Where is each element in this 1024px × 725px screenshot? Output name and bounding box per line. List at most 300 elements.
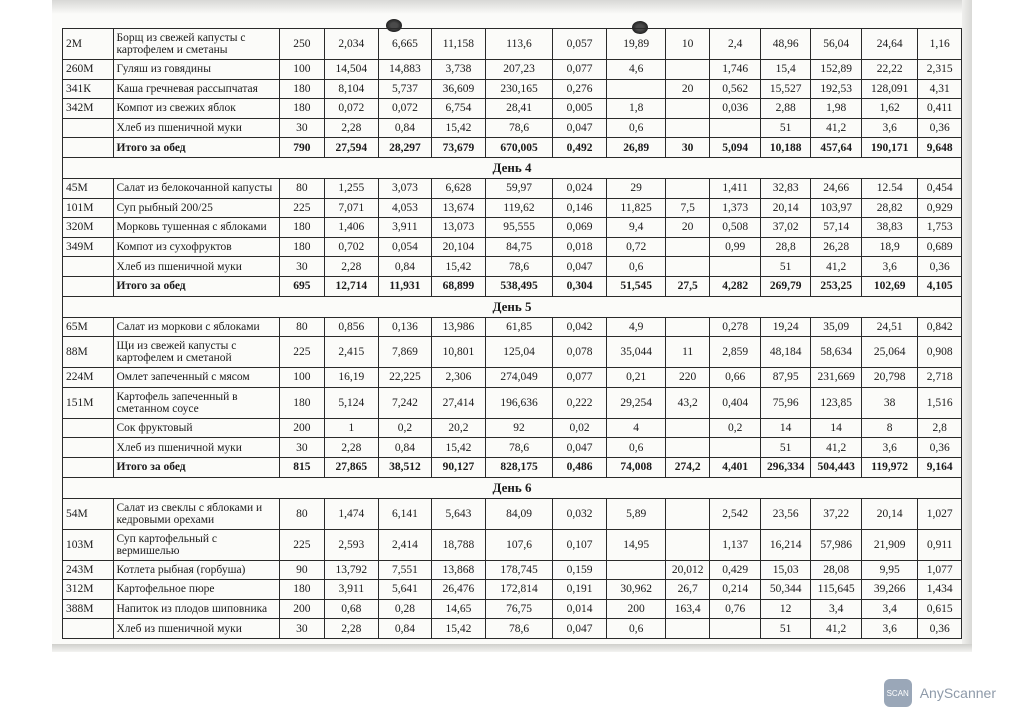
- value-cell: 90: [280, 560, 324, 580]
- value-cell: 172,814: [486, 580, 553, 600]
- dish-name: Суп картофельный с вермишелью: [113, 529, 280, 560]
- value-cell: 9,648: [918, 138, 962, 158]
- table-row: [63, 257, 962, 277]
- value-cell: 15,42: [431, 438, 486, 458]
- value-cell: 220: [665, 368, 709, 388]
- value-cell: 0,069: [552, 218, 607, 238]
- value-cell: 9,164: [918, 457, 962, 477]
- value-cell: 51: [760, 257, 811, 277]
- page-bottom-edge: [52, 644, 972, 652]
- value-cell: 0,077: [552, 368, 607, 388]
- value-cell: 84,75: [486, 237, 553, 257]
- value-cell: 41,2: [811, 118, 862, 138]
- value-cell: 180: [280, 387, 324, 418]
- value-cell: 0,404: [710, 387, 761, 418]
- value-cell: 14,95: [607, 529, 666, 560]
- value-cell: 0,84: [379, 118, 432, 138]
- table-row: [63, 599, 962, 619]
- value-cell: 163,4: [665, 599, 709, 619]
- value-cell: 180: [280, 580, 324, 600]
- recipe-code: 388М: [63, 599, 114, 619]
- value-cell: 5,094: [710, 138, 761, 158]
- value-cell: 10: [665, 29, 709, 60]
- value-cell: 190,171: [861, 138, 918, 158]
- value-cell: 13,792: [324, 560, 379, 580]
- day-header: День 5: [63, 296, 962, 317]
- value-cell: 29: [607, 178, 666, 198]
- value-cell: 28,08: [811, 560, 862, 580]
- value-cell: 0,042: [552, 317, 607, 337]
- value-cell: 1,406: [324, 218, 379, 238]
- value-cell: 1,62: [861, 99, 918, 119]
- value-cell: 152,89: [811, 60, 862, 80]
- day-header-row: [63, 296, 962, 317]
- value-cell: 1,077: [918, 560, 962, 580]
- value-cell: 5,641: [379, 580, 432, 600]
- value-cell: 4,9: [607, 317, 666, 337]
- value-cell: 0,032: [552, 498, 607, 529]
- total-row: [63, 457, 962, 477]
- recipe-code: [63, 418, 114, 438]
- value-cell: 84,09: [486, 498, 553, 529]
- recipe-code: 341К: [63, 79, 114, 99]
- value-cell: 74,008: [607, 457, 666, 477]
- value-cell: 30,962: [607, 580, 666, 600]
- value-cell: 0,136: [379, 317, 432, 337]
- recipe-code: 65М: [63, 317, 114, 337]
- value-cell: 14: [811, 418, 862, 438]
- value-cell: 36,609: [431, 79, 486, 99]
- table-row: [63, 317, 962, 337]
- recipe-code: 151М: [63, 387, 114, 418]
- dish-name: Напиток из плодов шиповника: [113, 599, 280, 619]
- value-cell: 78,6: [486, 118, 553, 138]
- value-cell: 1,411: [710, 178, 761, 198]
- recipe-code: [63, 118, 114, 138]
- recipe-code: [63, 138, 114, 158]
- value-cell: 10,801: [431, 337, 486, 368]
- value-cell: 1,137: [710, 529, 761, 560]
- value-cell: [665, 438, 709, 458]
- value-cell: 5,737: [379, 79, 432, 99]
- value-cell: 7,869: [379, 337, 432, 368]
- recipe-code: 54М: [63, 498, 114, 529]
- value-cell: 107,6: [486, 529, 553, 560]
- value-cell: 0,159: [552, 560, 607, 580]
- value-cell: 0,411: [918, 99, 962, 119]
- value-cell: 27,414: [431, 387, 486, 418]
- value-cell: 274,049: [486, 368, 553, 388]
- value-cell: 13,674: [431, 198, 486, 218]
- dish-name: Борщ из свежей капусты с картофелем и сметаны: [113, 29, 280, 60]
- value-cell: 15,42: [431, 257, 486, 277]
- recipe-code: 349М: [63, 237, 114, 257]
- dish-name: Хлеб из пшеничной муки: [113, 438, 280, 458]
- value-cell: 80: [280, 498, 324, 529]
- table-row: [63, 498, 962, 529]
- value-cell: 28,41: [486, 99, 553, 119]
- value-cell: 11,825: [607, 198, 666, 218]
- value-cell: 20,012: [665, 560, 709, 580]
- value-cell: [665, 257, 709, 277]
- value-cell: 2,28: [324, 438, 379, 458]
- page-right-edge: [962, 0, 972, 652]
- dish-name: Картофель запеченный в сметанном соусе: [113, 387, 280, 418]
- value-cell: 51: [760, 619, 811, 639]
- value-cell: 15,527: [760, 79, 811, 99]
- value-cell: 35,044: [607, 337, 666, 368]
- dish-name: Салат из моркови с яблоками: [113, 317, 280, 337]
- value-cell: 119,62: [486, 198, 553, 218]
- value-cell: 1,027: [918, 498, 962, 529]
- value-cell: 0,077: [552, 60, 607, 80]
- total-row: [63, 276, 962, 296]
- dish-name: Компот из свежих яблок: [113, 99, 280, 119]
- value-cell: 6,665: [379, 29, 432, 60]
- value-cell: 16,214: [760, 529, 811, 560]
- value-cell: 0,057: [552, 29, 607, 60]
- value-cell: 1,746: [710, 60, 761, 80]
- value-cell: 22,22: [861, 60, 918, 80]
- value-cell: 0,191: [552, 580, 607, 600]
- value-cell: 5,643: [431, 498, 486, 529]
- value-cell: 5,89: [607, 498, 666, 529]
- value-cell: [665, 60, 709, 80]
- value-cell: 0,047: [552, 619, 607, 639]
- value-cell: 20,14: [861, 498, 918, 529]
- value-cell: 10,188: [760, 138, 811, 158]
- value-cell: [710, 438, 761, 458]
- dish-name: Морковь тушенная с яблоками: [113, 218, 280, 238]
- value-cell: 1,434: [918, 580, 962, 600]
- value-cell: 87,95: [760, 368, 811, 388]
- value-cell: 4,6: [607, 60, 666, 80]
- value-cell: 32,83: [760, 178, 811, 198]
- table-row: [63, 387, 962, 418]
- value-cell: 14: [760, 418, 811, 438]
- table-row: [63, 218, 962, 238]
- value-cell: 68,899: [431, 276, 486, 296]
- table-row: [63, 529, 962, 560]
- table-row: [63, 418, 962, 438]
- value-cell: [607, 560, 666, 580]
- value-cell: 76,75: [486, 599, 553, 619]
- value-cell: 2,8: [918, 418, 962, 438]
- value-cell: 296,334: [760, 457, 811, 477]
- value-cell: 180: [280, 218, 324, 238]
- dish-name: Щи из свежей капусты с картофелем и сметаной: [113, 337, 280, 368]
- recipe-code: 224М: [63, 368, 114, 388]
- value-cell: 2,28: [324, 118, 379, 138]
- value-cell: 0,6: [607, 619, 666, 639]
- value-cell: 4,053: [379, 198, 432, 218]
- value-cell: 0,02: [552, 418, 607, 438]
- value-cell: 253,25: [811, 276, 862, 296]
- value-cell: 29,254: [607, 387, 666, 418]
- value-cell: 43,2: [665, 387, 709, 418]
- value-cell: 0,84: [379, 257, 432, 277]
- value-cell: 11,931: [379, 276, 432, 296]
- value-cell: 15,42: [431, 118, 486, 138]
- value-cell: 0,856: [324, 317, 379, 337]
- scanner-logo-icon: [884, 679, 912, 707]
- value-cell: 0,014: [552, 599, 607, 619]
- table-row: [63, 619, 962, 639]
- value-cell: 3,6: [861, 257, 918, 277]
- value-cell: 0,76: [710, 599, 761, 619]
- value-cell: 0,6: [607, 438, 666, 458]
- table-body: [63, 29, 962, 639]
- value-cell: 100: [280, 60, 324, 80]
- table-row: [63, 198, 962, 218]
- value-cell: 178,745: [486, 560, 553, 580]
- value-cell: 0,911: [918, 529, 962, 560]
- value-cell: 0,047: [552, 257, 607, 277]
- recipe-code: [63, 276, 114, 296]
- recipe-code: 342М: [63, 99, 114, 119]
- value-cell: 0,036: [710, 99, 761, 119]
- value-cell: 250: [280, 29, 324, 60]
- recipe-code: [63, 257, 114, 277]
- value-cell: [710, 118, 761, 138]
- value-cell: 0,276: [552, 79, 607, 99]
- dish-name: Хлеб из пшеничной муки: [113, 118, 280, 138]
- value-cell: 75,96: [760, 387, 811, 418]
- value-cell: 0,36: [918, 118, 962, 138]
- dish-name: Каша гречневая рассыпчатая: [113, 79, 280, 99]
- dish-name: Итого за обед: [113, 138, 280, 158]
- value-cell: 30: [280, 257, 324, 277]
- value-cell: 0,6: [607, 257, 666, 277]
- value-cell: 15,03: [760, 560, 811, 580]
- value-cell: 56,04: [811, 29, 862, 60]
- value-cell: [710, 619, 761, 639]
- value-cell: 61,85: [486, 317, 553, 337]
- scanner-watermark: [884, 678, 996, 708]
- value-cell: 2,414: [379, 529, 432, 560]
- value-cell: 0,107: [552, 529, 607, 560]
- value-cell: [710, 257, 761, 277]
- value-cell: 128,091: [861, 79, 918, 99]
- value-cell: 24,51: [861, 317, 918, 337]
- value-cell: 27,5: [665, 276, 709, 296]
- value-cell: 15,4: [760, 60, 811, 80]
- value-cell: 92: [486, 418, 553, 438]
- value-cell: 0,047: [552, 118, 607, 138]
- value-cell: 0,005: [552, 99, 607, 119]
- dish-name: Сок фруктовый: [113, 418, 280, 438]
- value-cell: 11,158: [431, 29, 486, 60]
- dish-name: Хлеб из пшеничной муки: [113, 257, 280, 277]
- value-cell: 196,636: [486, 387, 553, 418]
- value-cell: 30: [280, 118, 324, 138]
- value-cell: 200: [607, 599, 666, 619]
- value-cell: [665, 317, 709, 337]
- value-cell: 7,5: [665, 198, 709, 218]
- value-cell: 0,28: [379, 599, 432, 619]
- value-cell: 1,16: [918, 29, 962, 60]
- value-cell: 0,36: [918, 257, 962, 277]
- value-cell: 0,2: [710, 418, 761, 438]
- value-cell: 0,36: [918, 438, 962, 458]
- recipe-code: 103М: [63, 529, 114, 560]
- value-cell: 48,96: [760, 29, 811, 60]
- value-cell: 20: [665, 79, 709, 99]
- value-cell: 3,4: [811, 599, 862, 619]
- table-row: [63, 237, 962, 257]
- value-cell: 38,83: [861, 218, 918, 238]
- value-cell: 1,474: [324, 498, 379, 529]
- value-cell: 80: [280, 178, 324, 198]
- value-cell: 78,6: [486, 619, 553, 639]
- value-cell: 0,492: [552, 138, 607, 158]
- value-cell: 225: [280, 529, 324, 560]
- value-cell: 6,754: [431, 99, 486, 119]
- value-cell: 828,175: [486, 457, 553, 477]
- day-header-row: [63, 157, 962, 178]
- value-cell: 0,024: [552, 178, 607, 198]
- dish-name: Омлет запеченный с мясом: [113, 368, 280, 388]
- value-cell: 0,562: [710, 79, 761, 99]
- value-cell: 2,542: [710, 498, 761, 529]
- value-cell: 274,2: [665, 457, 709, 477]
- recipe-code: [63, 438, 114, 458]
- value-cell: 0,84: [379, 438, 432, 458]
- dish-name: Картофельное пюре: [113, 580, 280, 600]
- value-cell: 0,72: [607, 237, 666, 257]
- value-cell: 4: [607, 418, 666, 438]
- value-cell: 30: [280, 438, 324, 458]
- value-cell: 0,66: [710, 368, 761, 388]
- value-cell: 0,508: [710, 218, 761, 238]
- value-cell: 20,2: [431, 418, 486, 438]
- value-cell: 200: [280, 418, 324, 438]
- value-cell: 21,909: [861, 529, 918, 560]
- value-cell: 1,516: [918, 387, 962, 418]
- table-row: [63, 438, 962, 458]
- value-cell: 25,064: [861, 337, 918, 368]
- value-cell: 3,073: [379, 178, 432, 198]
- value-cell: 11: [665, 337, 709, 368]
- value-cell: 180: [280, 237, 324, 257]
- logo-text: SCAN: [886, 688, 909, 698]
- value-cell: 39,266: [861, 580, 918, 600]
- value-cell: 48,184: [760, 337, 811, 368]
- value-cell: 12: [760, 599, 811, 619]
- value-cell: 0,908: [918, 337, 962, 368]
- value-cell: 0,84: [379, 619, 432, 639]
- dish-name: Компот из сухофруктов: [113, 237, 280, 257]
- value-cell: 73,679: [431, 138, 486, 158]
- value-cell: 3,6: [861, 619, 918, 639]
- value-cell: 0,146: [552, 198, 607, 218]
- value-cell: 2,315: [918, 60, 962, 80]
- value-cell: 2,415: [324, 337, 379, 368]
- value-cell: 14,504: [324, 60, 379, 80]
- recipe-code: 2М: [63, 29, 114, 60]
- value-cell: 0,929: [918, 198, 962, 218]
- value-cell: 3,738: [431, 60, 486, 80]
- recipe-code: [63, 619, 114, 639]
- value-cell: 269,79: [760, 276, 811, 296]
- value-cell: 51: [760, 438, 811, 458]
- value-cell: [665, 237, 709, 257]
- value-cell: 18,9: [861, 237, 918, 257]
- day-header-row: [63, 477, 962, 498]
- value-cell: 4,31: [918, 79, 962, 99]
- value-cell: 12,714: [324, 276, 379, 296]
- value-cell: 14,65: [431, 599, 486, 619]
- value-cell: 115,645: [811, 580, 862, 600]
- value-cell: 8: [861, 418, 918, 438]
- value-cell: 100: [280, 368, 324, 388]
- value-cell: 80: [280, 317, 324, 337]
- table-row: [63, 60, 962, 80]
- value-cell: 5,124: [324, 387, 379, 418]
- value-cell: 0,36: [918, 619, 962, 639]
- value-cell: 26,28: [811, 237, 862, 257]
- value-cell: 2,859: [710, 337, 761, 368]
- table-row: [63, 118, 962, 138]
- value-cell: 207,23: [486, 60, 553, 80]
- table-row: [63, 178, 962, 198]
- value-cell: 28,297: [379, 138, 432, 158]
- value-cell: 2,88: [760, 99, 811, 119]
- table-row: [63, 560, 962, 580]
- value-cell: 3,6: [861, 438, 918, 458]
- value-cell: 0,018: [552, 237, 607, 257]
- value-cell: 41,2: [811, 619, 862, 639]
- value-cell: 41,2: [811, 257, 862, 277]
- value-cell: 790: [280, 138, 324, 158]
- value-cell: 231,669: [811, 368, 862, 388]
- value-cell: 3,911: [379, 218, 432, 238]
- value-cell: 14,883: [379, 60, 432, 80]
- value-cell: 103,97: [811, 198, 862, 218]
- value-cell: 13,868: [431, 560, 486, 580]
- value-cell: 225: [280, 198, 324, 218]
- value-cell: 19,89: [607, 29, 666, 60]
- value-cell: 38,512: [379, 457, 432, 477]
- value-cell: 504,443: [811, 457, 862, 477]
- dish-name: Котлета рыбная (горбуша): [113, 560, 280, 580]
- value-cell: 95,555: [486, 218, 553, 238]
- dish-name: Итого за обед: [113, 457, 280, 477]
- value-cell: 0,214: [710, 580, 761, 600]
- value-cell: 7,071: [324, 198, 379, 218]
- value-cell: 4,105: [918, 276, 962, 296]
- value-cell: 538,495: [486, 276, 553, 296]
- recipe-code: 243М: [63, 560, 114, 580]
- value-cell: 13,073: [431, 218, 486, 238]
- value-cell: 6,141: [379, 498, 432, 529]
- value-cell: 102,69: [861, 276, 918, 296]
- value-cell: 2,593: [324, 529, 379, 560]
- value-cell: 1: [324, 418, 379, 438]
- value-cell: 24,64: [861, 29, 918, 60]
- dish-name: Салат из белокочанной капусты: [113, 178, 280, 198]
- recipe-code: 320М: [63, 218, 114, 238]
- recipe-code: 88М: [63, 337, 114, 368]
- value-cell: 0,842: [918, 317, 962, 337]
- value-cell: 27,594: [324, 138, 379, 158]
- dish-name: Суп рыбный 200/25: [113, 198, 280, 218]
- value-cell: 58,634: [811, 337, 862, 368]
- value-cell: 37,22: [811, 498, 862, 529]
- value-cell: 0,689: [918, 237, 962, 257]
- value-cell: [665, 418, 709, 438]
- value-cell: 0,072: [379, 99, 432, 119]
